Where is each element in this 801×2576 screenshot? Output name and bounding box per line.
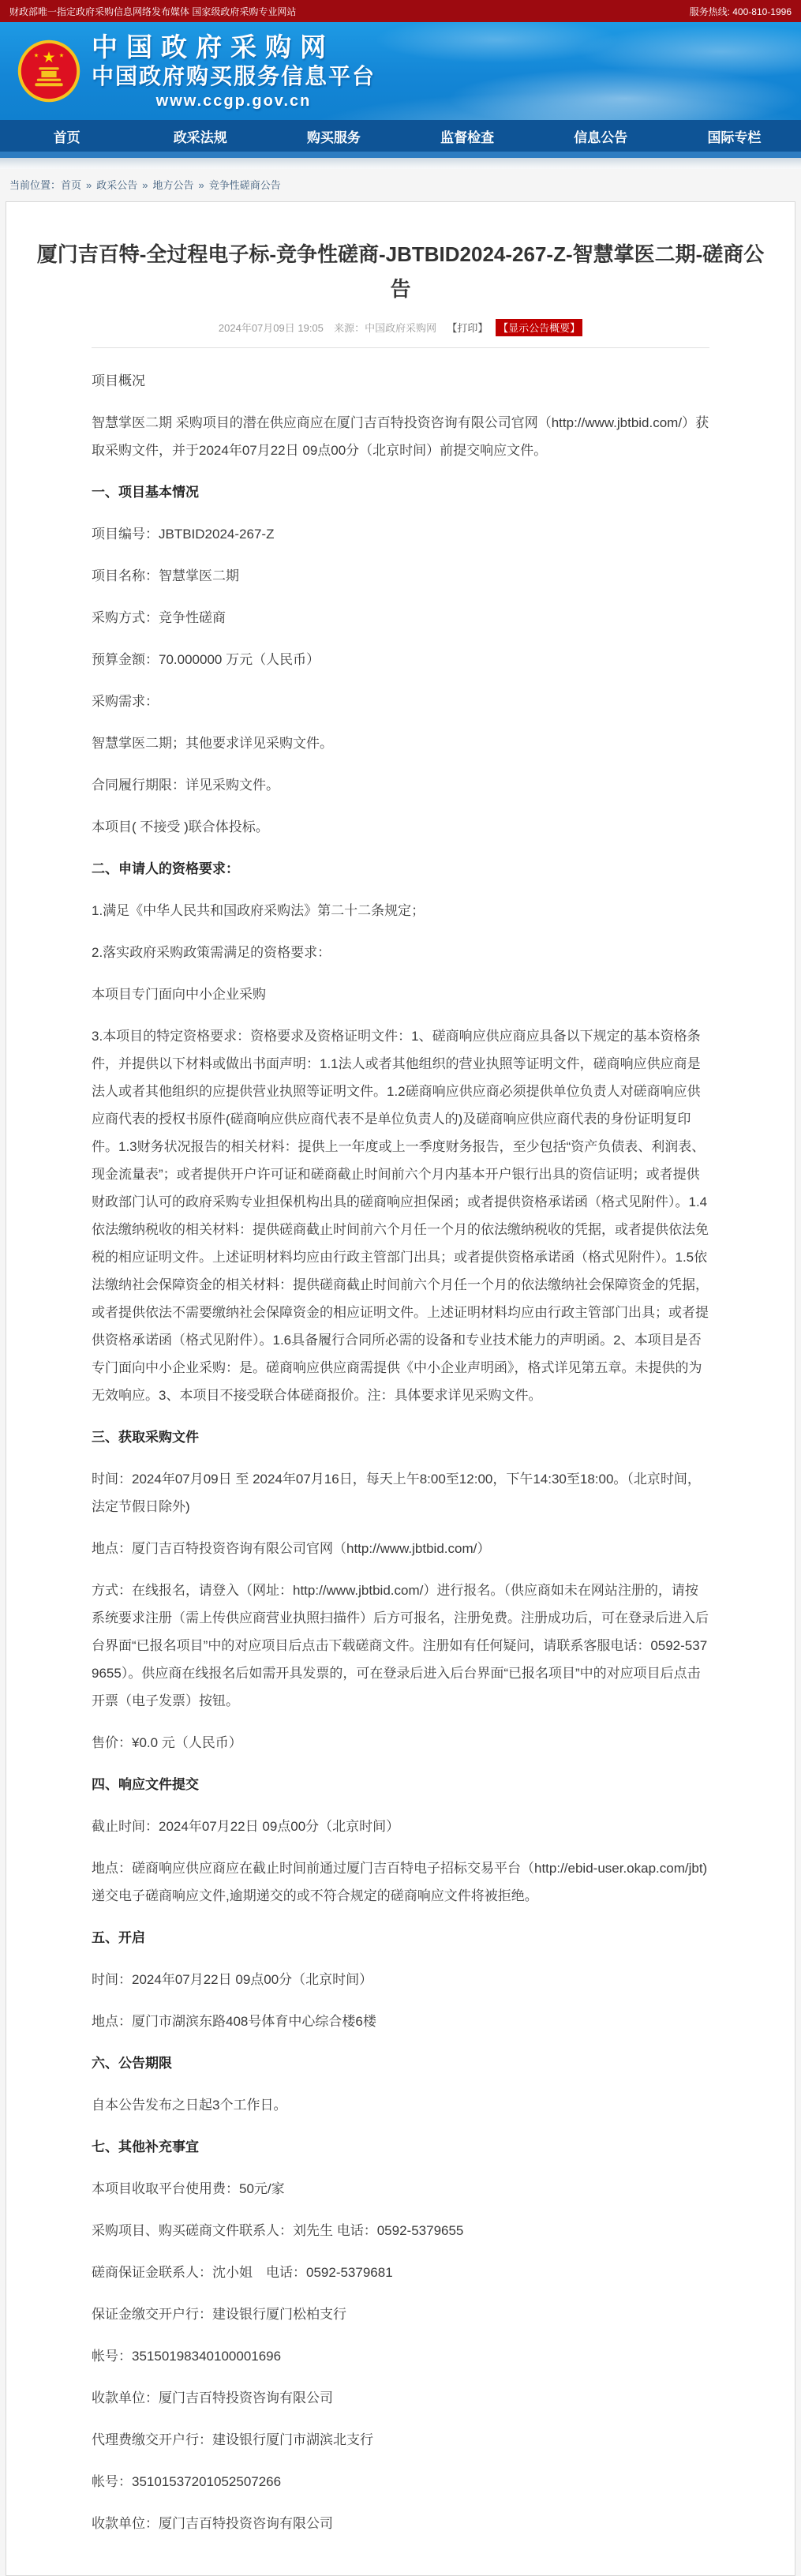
- paragraph: 收款单位：厦门吉百特投资咨询有限公司: [92, 2390, 333, 2405]
- paragraph: 本项目收取平台使用费：50元/家: [92, 2181, 285, 2196]
- svg-text:★: ★: [33, 51, 39, 58]
- nav-substrip: [0, 152, 801, 158]
- service-hotline: 服务热线: 400-810-1996: [689, 6, 792, 17]
- nav-item[interactable]: 首页: [53, 129, 80, 145]
- paragraph: 项目名称：智慧掌医二期: [92, 568, 239, 583]
- nav-item[interactable]: 购买服务: [306, 129, 361, 145]
- nav-item[interactable]: 国际专栏: [707, 129, 762, 145]
- nav-item[interactable]: 政采法规: [173, 129, 227, 145]
- paragraph: 磋商保证金联系人：沈小姐 电话：0592-5379681: [92, 2265, 393, 2280]
- section-heading: 五、开启: [92, 1930, 145, 1945]
- breadcrumb-separator: »: [198, 179, 204, 191]
- paragraph: 预算金额：70.000000 万元（人民币）: [92, 652, 320, 667]
- site-url: www.ccgp.gov.cn: [155, 92, 312, 110]
- site-slogan: 财政部唯一指定政府采购信息网络发布媒体 国家级政府采购专业网站: [9, 6, 297, 17]
- national-emblem-icon: [17, 39, 80, 107]
- paragraph: 地点：厦门吉百特投资咨询有限公司官网（http://www.jbtbid.com/）: [92, 1541, 491, 1556]
- paragraph: 3.本项目的特定资格要求：资格要求及资格证明文件：1、磋商响应供应商应具备以下规定的基本资格条件，并提供以下材料或做出书面声明：1.1法人或者其他组织的营业执照等证明文件，磋商响应供应商是法人或者其他组织的应提供营业执照等证明文件。1.2磋商响应供应商必须提供单位负责人对磋商响应供应商代表的授权书原件(磋商响应供应商代表不是单位负责人的)及磋商响应供应商代表的身份证明复印件。1.3财务状况报告的相关材料：提供上一年度或上一季度财务报告，至少包括“资产负债表、利润表、现金流量表”；或者提供开户许可证和磋商截止时间前六个月内基本开户银行出具的资信证明；或者提供财政部门认可的政府采购专业担保机构出具的磋商响应担保函；或者提供资格承诺函（格式见附件）。1.4依法缴纳税收的相关材料：提供磋商截止时间前六个月任一个月的依法缴纳税收的凭据，或者提供依法免税的相应证明文件。上述证明材料均应由行政主管部门出具；或者提供资格承诺函（格式见附件）。1.5依法缴纳社会保障资金的相关材料：提供磋商截止时间前六个月任一个月的依法缴纳社会保障资金的凭据，或者提供依法不需要缴纳社会保障资金的相应证明文件。上述证明材料均应由行政主管部门出具；或者提供资格承诺函（格式见附件）。1.6具备履行合同所必需的设备和专业技术能力的声明函。2、本项目是否专门面向中小企业采购：是。磋商响应供应商需提供《中小企业声明函》，格式详见第五章。未提供的为无效响应。3、本项目不接受联合体磋商报价。注：具体要求详见采购文件。: [92, 1029, 709, 1403]
- site-subtitle: 中国政府购买服务信息平台: [92, 63, 376, 88]
- breadcrumb-separator: »: [86, 179, 92, 191]
- section-heading: 二、申请人的资格要求：: [92, 861, 239, 876]
- paragraph: 截止时间：2024年07月22日 09点00分（北京时间）: [92, 1819, 400, 1834]
- page-title: 厦门吉百特-全过程电子标-竞争性磋商-JBTBID2024-267-Z-智慧掌医二期-磋商公告: [36, 242, 765, 301]
- source-label: 来源：: [334, 322, 365, 334]
- breadcrumb-separator: »: [142, 179, 148, 191]
- paragraph: 项目编号：JBTBID2024-267-Z: [92, 527, 275, 542]
- source-name: 中国政府采购网: [365, 322, 437, 334]
- breadcrumb-label: 当前位置：: [9, 179, 62, 191]
- paragraph: 方式：在线报名，请登入（网址：http://www.jbtbid.com/）进行报名。（供应商如未在网站注册的，请按系统要求注册（需上传供应商营业执照扫描件）后方可报名，注册免费。注册成功后，可在登录后进入后台界面“已报名项目”中的对应项目后点击下载磋商文件。注册如有任何疑问，请联系客服电话：0592-5379655）。供应商在线报名后如需开具发票的，可在登录后进入后台界面“已报名项目”中的对应项目后点击开票（电子发票）按钮。: [92, 1583, 709, 1708]
- paragraph: 帐号：35101537201052507266: [92, 2474, 282, 2489]
- paragraph: 帐号：35150198340100001696: [92, 2349, 282, 2364]
- paragraph: 代理费缴交开户行：建设银行厦门市湖滨北支行: [92, 2432, 373, 2447]
- paragraph: 时间：2024年07月09日 至 2024年07月16日，每天上午8:00至12:00，下午14:30至18:00。（北京时间，法定节假日除外): [92, 1472, 701, 1514]
- paragraph: 2.落实政府采购政策需满足的资格要求：: [92, 945, 331, 960]
- paragraph: 保证金缴交开户行：建设银行厦门松柏支行: [92, 2307, 346, 2322]
- section-heading: 七、其他补充事宜: [92, 2139, 199, 2154]
- nav-item[interactable]: 信息公告: [574, 129, 628, 145]
- paragraph: 采购项目、购买磋商文件联系人：刘先生 电话：0592-5379655: [92, 2223, 464, 2238]
- paragraph: 采购方式：竞争性磋商: [92, 610, 226, 625]
- paragraph: 地点：磋商响应供应商应在截止时间前通过厦门吉百特电子招标交易平台（http://ebid-user.okap.com/jbt)递交电子磋商响应文件,逾期递交的或不符合规定的磋商响应文件将被拒绝。: [92, 1861, 708, 1903]
- announcement-panel: [6, 201, 795, 2576]
- main-nav: [0, 120, 801, 152]
- section-heading: 六、公告期限: [92, 2056, 172, 2071]
- show-summary-button[interactable]: 【显示公告概要】: [496, 319, 582, 336]
- breadcrumb: [0, 169, 801, 198]
- paragraph: 时间：2024年07月22日 09点00分（北京时间）: [92, 1972, 373, 1987]
- paragraph: 本项目专门面向中小企业采购: [92, 987, 266, 1002]
- breadcrumb-gradient-bar: [0, 158, 801, 169]
- paragraph: 采购需求：: [92, 694, 159, 709]
- paragraph: 售价：¥0.0 元（人民币）: [92, 1735, 242, 1750]
- paragraph: 收款单位：厦门吉百特投资咨询有限公司: [92, 2516, 333, 2531]
- announcement-body: [6, 348, 795, 2575]
- top-utility-bar: [0, 0, 801, 22]
- paragraph: 1.满足《中华人民共和国政府采购法》第二十二条规定；: [92, 903, 425, 918]
- breadcrumb-link[interactable]: 地方公告: [152, 179, 194, 191]
- paragraph: 合同履行期限：详见采购文件。: [92, 778, 279, 793]
- article-meta: [6, 319, 795, 336]
- paragraph: 智慧掌医二期；其他要求详见采购文件。: [92, 736, 333, 751]
- print-button[interactable]: 【打印】: [447, 322, 488, 334]
- publish-datetime: 2024年07月09日 19:05: [218, 322, 324, 334]
- svg-text:★: ★: [42, 49, 56, 66]
- paragraph: 地点：厦门市湖滨东路408号体育中心综合楼6楼: [92, 2014, 376, 2029]
- paragraph: 自本公告发布之日起3个工作日。: [92, 2098, 287, 2113]
- nav-item[interactable]: 监督检查: [440, 129, 495, 145]
- section-heading: 一、项目基本情况: [92, 485, 199, 500]
- site-name: 中国政府采购网: [92, 32, 335, 62]
- breadcrumb-link[interactable]: 竞争性磋商公告: [208, 179, 281, 191]
- site-header-banner: [0, 22, 801, 120]
- paragraph: 本项目( 不接受 )联合体投标。: [92, 819, 269, 834]
- breadcrumb-link[interactable]: 政采公告: [96, 179, 138, 191]
- paragraph: 项目概况: [92, 373, 145, 388]
- paragraph: 智慧掌医二期 采购项目的潜在供应商应在厦门吉百特投资咨询有限公司官网（http://www.jbtbid.com/）获取采购文件，并于2024年07月22日 09点00分（北京时间）前提交响应文件。: [92, 415, 709, 458]
- breadcrumb-link[interactable]: 首页: [61, 179, 82, 191]
- svg-text:★: ★: [58, 51, 65, 58]
- section-heading: 四、响应文件提交: [92, 1777, 199, 1792]
- section-heading: 三、获取采购文件: [92, 1430, 199, 1445]
